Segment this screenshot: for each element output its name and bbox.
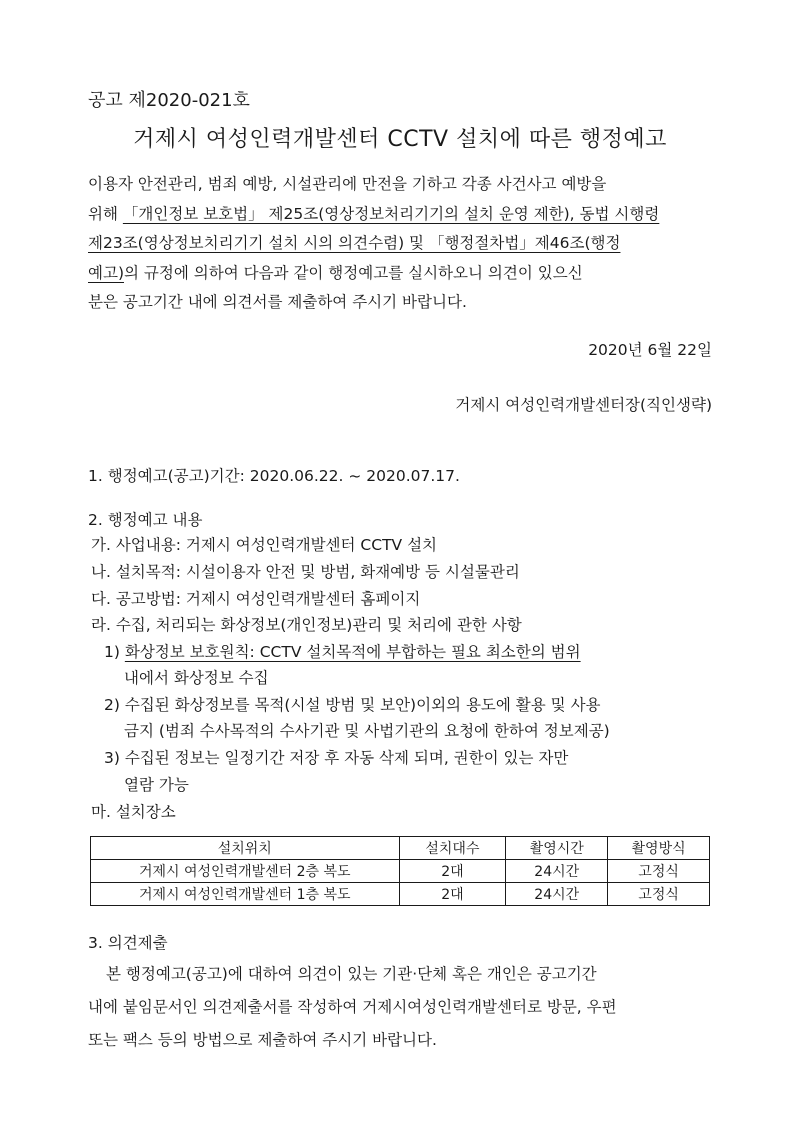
section-3-line-1: 본 행정예고(공고)에 대하여 의견이 있는 기관·단체 혹은 개인은 공고기간: [106, 965, 597, 983]
cell-unit-count: 2대: [399, 860, 506, 883]
intro-paragraph: [88, 170, 718, 318]
section-3-heading: 3. 의견제출: [88, 934, 168, 952]
sub-item-1-line-2: 내에서 화상정보 수집: [124, 669, 269, 687]
header-location: 설치위치: [91, 837, 400, 860]
intro-line-3: [88, 229, 718, 259]
table-row: [91, 883, 710, 906]
header-unit-count: 설치대수: [399, 837, 506, 860]
cell-recording-method: 고정식: [608, 860, 710, 883]
cell-recording-method: 고정식: [608, 883, 710, 906]
notice-number: 공고 제2020-021호: [88, 90, 250, 111]
intro-legal-reference-2: 제23조(영상정보치리기기 설치 시의 의견수렴) 및 「행정절차법」제46조(행정: [88, 234, 621, 252]
intro-line-4-rest: 의 규정에 의하여 다음과 같이 행정예고를 실시하오니 의견이 있으신: [124, 263, 583, 282]
sub-item-1-line-1: [104, 640, 581, 662]
intro-line-4: [88, 259, 718, 289]
sub-item-2-line-1: 2) 수집된 화상정보를 목적(시설 방범 및 보안)이외의 용도에 활용 및 사용: [104, 696, 601, 714]
section-2-item-ma: 마. 설치장소: [91, 803, 176, 821]
signatory: 거제시 여성인력개발센터장(직인생략): [455, 396, 712, 414]
header-recording-hours: 촬영시간: [506, 837, 608, 860]
installation-locations-table: [90, 836, 710, 906]
section-2-item-ra: 라. 수집, 처리되는 화상정보(개인정보)관리 및 처리에 관한 사항: [91, 616, 522, 634]
table-header-row: [91, 837, 710, 860]
intro-line-2-prefix: 위해: [88, 204, 123, 223]
section-1-period: 1. 행정예고(공고)기간: 2020.06.22. ~ 2020.07.17.: [88, 467, 460, 485]
section-2-item-da: 다. 공고방법: 거제시 여성인력개발센터 홈페이지: [91, 590, 421, 608]
cell-unit-count: 2대: [399, 883, 506, 906]
sub-item-2-line-2: 금지 (범죄 수사목적의 수사기관 및 사법기관의 요청에 한하여 정보제공): [124, 722, 610, 740]
cell-location: 거제시 여성인력개발센터 1층 복도: [91, 883, 400, 906]
sub-item-1-number: 1): [104, 643, 125, 661]
cell-recording-hours: 24시간: [506, 860, 608, 883]
sub-item-3-line-2: 열람 가능: [124, 776, 189, 794]
intro-legal-reference-1: 「개인정보 보호법」 제25조(영상정보처리기기의 설치 운영 제한), 동법 시행령: [122, 204, 660, 223]
section-3-line-2: 내에 붙임문서인 의견제출서를 작성하여 거제시여성인력개발센터로 방문, 우편: [88, 998, 617, 1016]
section-3-paragraph: [88, 958, 718, 1057]
section-2-item-ga: 가. 사업내용: 거제시 여성인력개발센터 CCTV 설치: [91, 536, 438, 554]
intro-line-2: [88, 200, 718, 230]
intro-line-1: 이용자 안전관리, 범죄 예방, 시설관리에 만전을 기하고 각종 사건사고 예방을: [88, 175, 607, 193]
table-row: [91, 860, 710, 883]
intro-legal-reference-3: 예고): [88, 263, 124, 282]
intro-line-5: 분은 공고기간 내에 의견서를 제출하여 주시기 바랍니다.: [88, 293, 467, 311]
sub-item-3-line-1: 3) 수집된 정보는 일정기간 저장 후 자동 삭제 되며, 권한이 있는 자만: [104, 749, 569, 767]
section-2-heading: 2. 행정예고 내용: [88, 511, 203, 529]
document-title: 거제시 여성인력개발센터 CCTV 설치에 따른 행정예고: [133, 127, 667, 152]
section-2-item-na: 나. 설치목적: 시설이용자 안전 및 방범, 화재예방 등 시설물관리: [91, 563, 520, 581]
sub-item-1-principle: 화상정보 보호원칙: CCTV 설치목적에 부합하는 필요 최소한의 범위: [124, 643, 581, 661]
cell-location: 거제시 여성인력개발센터 2층 복도: [91, 860, 400, 883]
section-3-line-3: 또는 팩스 등의 방법으로 제출하여 주시기 바랍니다.: [88, 1031, 437, 1049]
notice-date: 2020년 6월 22일: [588, 341, 712, 359]
header-recording-method: 촬영방식: [608, 837, 710, 860]
cell-recording-hours: 24시간: [506, 883, 608, 906]
